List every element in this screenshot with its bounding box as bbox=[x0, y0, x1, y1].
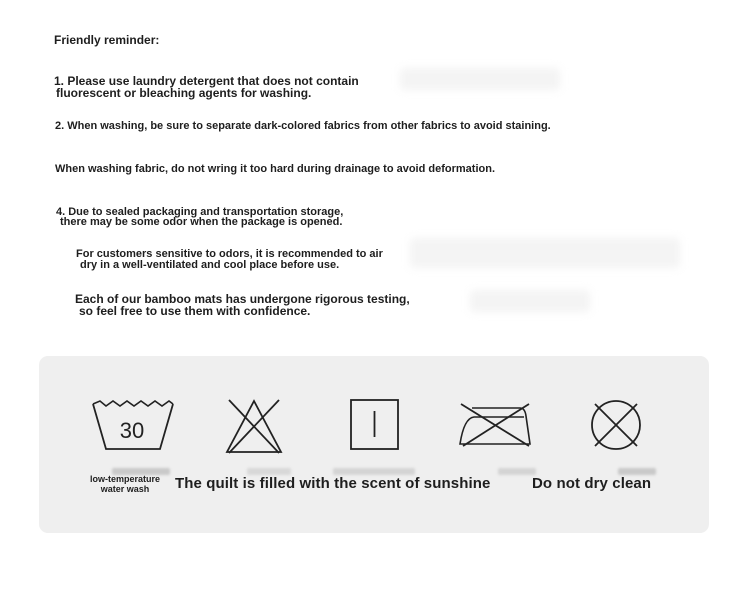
label-do-not-dry-clean: Do not dry clean bbox=[532, 475, 652, 492]
reminder-item-1 bbox=[54, 76, 359, 99]
background-smudge bbox=[400, 68, 560, 90]
reminder-item-4 bbox=[56, 207, 343, 227]
label-sunshine: The quilt is filled with the scent of sunshine bbox=[175, 475, 491, 492]
no-dry-clean-icon bbox=[589, 398, 643, 452]
reminder-item-6 bbox=[75, 294, 410, 317]
reminder-item-1-line-2: fluorescent or bleaching agents for washing. bbox=[56, 86, 312, 100]
label-low-temperature-line-1: low-temperature bbox=[90, 474, 161, 484]
background-smudge bbox=[410, 238, 680, 268]
reminder-item-2-line-1: 2. When washing, be sure to separate dark-colored fabrics from other fabrics to avoid staining. bbox=[55, 120, 551, 132]
smudged-label bbox=[618, 468, 656, 475]
reminder-item-5 bbox=[76, 249, 383, 271]
wash-30-icon bbox=[92, 398, 174, 452]
reminder-item-2 bbox=[55, 121, 551, 132]
label-low-temperature-wash bbox=[90, 474, 160, 494]
reminder-item-3-line-1: When washing fabric, do not wring it too hard during drainage to avoid deformation. bbox=[55, 163, 495, 175]
smudged-label bbox=[498, 468, 536, 475]
reminder-item-6-line-1: Each of our bamboo mats has undergone rigorous testing, bbox=[75, 292, 410, 306]
reminder-item-4-line-1: 4. Due to sealed packaging and transportation storage, bbox=[56, 206, 344, 218]
reminder-item-4-line-2: there may be some odor when the package is opened. bbox=[60, 216, 343, 228]
reminder-item-1-line-1: 1. Please use laundry detergent that does not contain bbox=[54, 74, 359, 88]
background-smudge bbox=[470, 290, 590, 312]
reminder-item-5-line-1: For customers sensitive to odors, it is recommended to air bbox=[76, 248, 383, 260]
no-iron-icon bbox=[458, 402, 532, 448]
smudged-label bbox=[247, 468, 291, 475]
wash-temperature: 30 bbox=[119, 418, 145, 443]
label-low-temperature-line-2: water wash bbox=[100, 484, 150, 494]
reminder-item-3 bbox=[55, 164, 495, 175]
no-bleach-icon bbox=[225, 398, 283, 456]
reminder-title: Friendly reminder: bbox=[54, 33, 160, 47]
tumble-dry-icon bbox=[350, 399, 400, 451]
smudged-label bbox=[333, 468, 415, 475]
reminder-item-6-line-2: so feel free to use them with confidence. bbox=[79, 304, 311, 318]
reminder-item-5-line-2: dry in a well-ventilated and cool place before use. bbox=[80, 259, 340, 271]
